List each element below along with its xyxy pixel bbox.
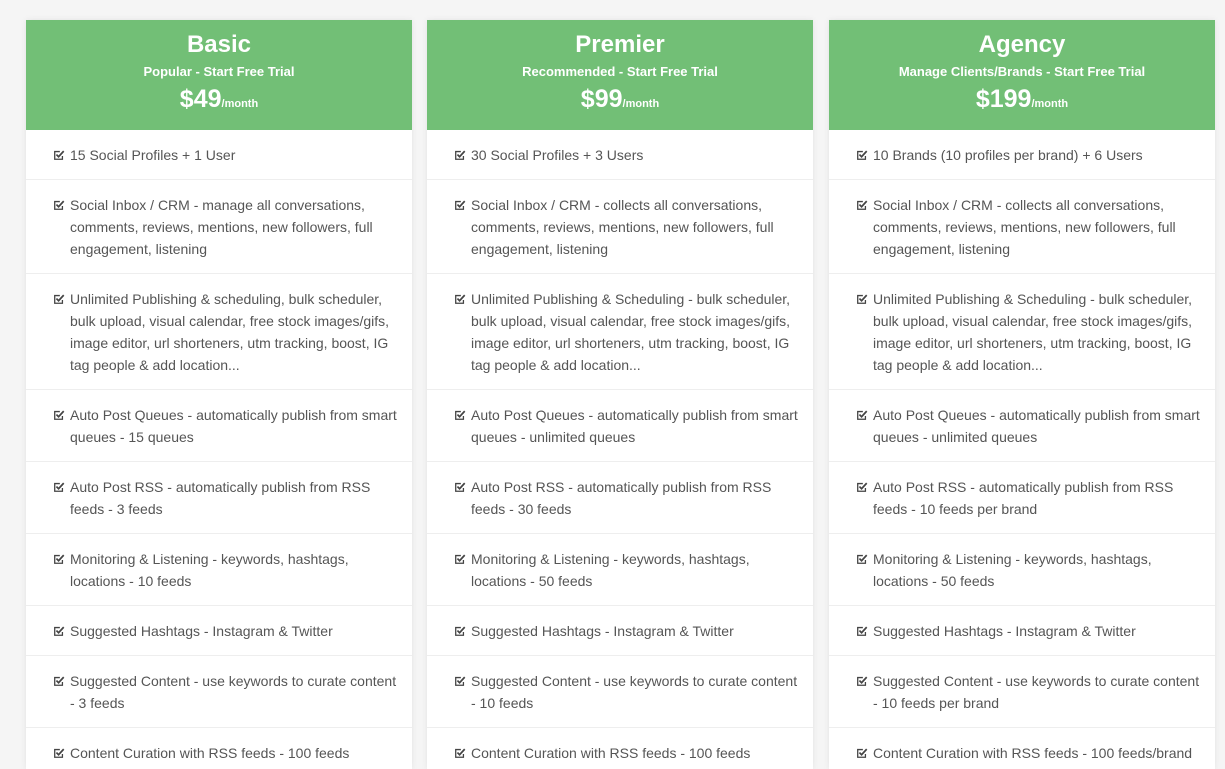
feature-item xyxy=(427,606,813,656)
feature-item xyxy=(26,462,412,534)
plan-name: Premier xyxy=(575,31,665,58)
plan-card-premier xyxy=(427,20,813,769)
feature-item xyxy=(427,130,813,180)
feature-item xyxy=(829,274,1215,390)
feature-text: Auto Post Queues - automatically publish from smart queues - 15 queues xyxy=(70,407,397,445)
check-square-icon xyxy=(856,481,868,493)
feature-text: 15 Social Profiles + 1 User xyxy=(70,147,236,163)
feature-text: Content Curation with RSS feeds - 100 feeds xyxy=(70,745,350,761)
feature-text: Suggested Hashtags - Instagram & Twitter xyxy=(873,623,1136,639)
feature-item xyxy=(829,728,1215,769)
feature-text: Unlimited Publishing & Scheduling - bulk scheduler, bulk upload, visual calendar, free stock images/gifs, image editor, url shorteners, utm tracking, boost, IG tag people & add location... xyxy=(471,291,791,373)
feature-item xyxy=(427,180,813,274)
feature-list xyxy=(829,130,1215,769)
pricing-plans xyxy=(0,20,1225,769)
plan-card-agency xyxy=(829,20,1215,769)
feature-item xyxy=(26,180,412,274)
feature-text: Auto Post Queues - automatically publish from smart queues - unlimited queues xyxy=(471,407,798,445)
feature-text: Monitoring & Listening - keywords, hashtags, locations - 50 feeds xyxy=(471,551,750,589)
feature-text: Content Curation with RSS feeds - 100 feeds xyxy=(471,745,751,761)
price-period: /month xyxy=(1031,98,1069,110)
feature-item xyxy=(829,180,1215,274)
price-amount: $49 xyxy=(179,85,222,113)
feature-item xyxy=(427,728,813,769)
feature-text: 30 Social Profiles + 3 Users xyxy=(471,147,644,163)
check-square-icon xyxy=(53,625,65,637)
plan-price xyxy=(26,82,412,121)
plan-header xyxy=(26,20,412,130)
plan-name: Basic xyxy=(186,31,252,58)
feature-text: Auto Post RSS - automatically publish from RSS feeds - 10 feeds per brand xyxy=(873,479,1174,517)
feature-item xyxy=(427,534,813,606)
check-square-icon xyxy=(454,409,466,421)
feature-text: Auto Post Queues - automatically publish from smart queues - unlimited queues xyxy=(873,407,1200,445)
check-square-icon xyxy=(53,409,65,421)
feature-text: Suggested Content - use keywords to curate content - 10 feeds per brand xyxy=(873,673,1200,711)
feature-text: Suggested Hashtags - Instagram & Twitter xyxy=(471,623,734,639)
start-free-trial-link[interactable]: Popular - Start Free Trial xyxy=(143,64,295,79)
feature-list xyxy=(26,130,412,769)
check-square-icon xyxy=(856,149,868,161)
feature-item xyxy=(26,390,412,462)
plan-card-basic xyxy=(26,20,412,769)
feature-text: Monitoring & Listening - keywords, hashtags, locations - 50 feeds xyxy=(873,551,1152,589)
feature-item xyxy=(829,534,1215,606)
feature-text: Unlimited Publishing & scheduling, bulk scheduler, bulk upload, visual calendar, free stock images/gifs, image editor, url shorteners, utm tracking, boost, IG tag people & add location... xyxy=(70,291,390,373)
check-square-icon xyxy=(856,553,868,565)
check-square-icon xyxy=(454,149,466,161)
feature-text: Suggested Content - use keywords to curate content - 10 feeds xyxy=(471,673,798,711)
start-free-trial-link[interactable]: Recommended - Start Free Trial xyxy=(522,64,718,79)
feature-text: Content Curation with RSS feeds - 100 feeds/brand xyxy=(873,745,1193,761)
check-square-icon xyxy=(454,199,466,211)
feature-item xyxy=(427,462,813,534)
check-square-icon xyxy=(856,675,868,687)
check-square-icon xyxy=(856,293,868,305)
check-square-icon xyxy=(856,199,868,211)
check-square-icon xyxy=(454,553,466,565)
check-square-icon xyxy=(454,747,466,759)
check-square-icon xyxy=(454,481,466,493)
feature-item xyxy=(26,130,412,180)
feature-item xyxy=(26,656,412,728)
feature-text: Social Inbox / CRM - collects all conversations, comments, reviews, mentions, new followers, full engagement, listening xyxy=(873,197,1176,257)
feature-text: Auto Post RSS - automatically publish from RSS feeds - 30 feeds xyxy=(471,479,772,517)
plan-header xyxy=(829,20,1215,130)
feature-item xyxy=(829,390,1215,462)
feature-item xyxy=(26,606,412,656)
feature-text: Social Inbox / CRM - collects all conversations, comments, reviews, mentions, new followers, full engagement, listening xyxy=(471,197,774,257)
feature-item xyxy=(26,534,412,606)
feature-item xyxy=(427,274,813,390)
feature-item xyxy=(829,656,1215,728)
feature-list xyxy=(427,130,813,769)
check-square-icon xyxy=(53,553,65,565)
check-square-icon xyxy=(53,199,65,211)
plan-price xyxy=(829,82,1215,121)
plan-name: Agency xyxy=(978,31,1066,58)
feature-item xyxy=(829,130,1215,180)
check-square-icon xyxy=(454,675,466,687)
feature-text: Monitoring & Listening - keywords, hashtags, locations - 10 feeds xyxy=(70,551,349,589)
feature-text: Auto Post RSS - automatically publish from RSS feeds - 3 feeds xyxy=(70,479,371,517)
price-period: /month xyxy=(622,98,660,110)
start-free-trial-link[interactable]: Manage Clients/Brands - Start Free Trial xyxy=(898,64,1146,79)
check-square-icon xyxy=(53,747,65,759)
check-square-icon xyxy=(454,293,466,305)
feature-item xyxy=(427,390,813,462)
check-square-icon xyxy=(856,747,868,759)
plan-price xyxy=(427,82,813,121)
check-square-icon xyxy=(53,481,65,493)
price-amount: $199 xyxy=(975,85,1032,113)
feature-text: 10 Brands (10 profiles per brand) + 6 Users xyxy=(873,147,1143,163)
feature-item xyxy=(829,462,1215,534)
feature-text: Social Inbox / CRM - manage all conversations, comments, reviews, mentions, new followers, full engagement, listening xyxy=(70,197,373,257)
check-square-icon xyxy=(53,293,65,305)
check-square-icon xyxy=(454,625,466,637)
check-square-icon xyxy=(856,625,868,637)
feature-item xyxy=(26,728,412,769)
feature-text: Suggested Hashtags - Instagram & Twitter xyxy=(70,623,333,639)
check-square-icon xyxy=(53,675,65,687)
feature-item xyxy=(26,274,412,390)
plan-header xyxy=(427,20,813,130)
check-square-icon xyxy=(53,149,65,161)
feature-text: Suggested Content - use keywords to curate content - 3 feeds xyxy=(70,673,397,711)
feature-text: Unlimited Publishing & Scheduling - bulk scheduler, bulk upload, visual calendar, free stock images/gifs, image editor, url shorteners, utm tracking, boost, IG tag people & add location... xyxy=(873,291,1193,373)
feature-item xyxy=(427,656,813,728)
price-period: /month xyxy=(221,98,259,110)
check-square-icon xyxy=(856,409,868,421)
price-amount: $99 xyxy=(580,85,623,113)
feature-item xyxy=(829,606,1215,656)
